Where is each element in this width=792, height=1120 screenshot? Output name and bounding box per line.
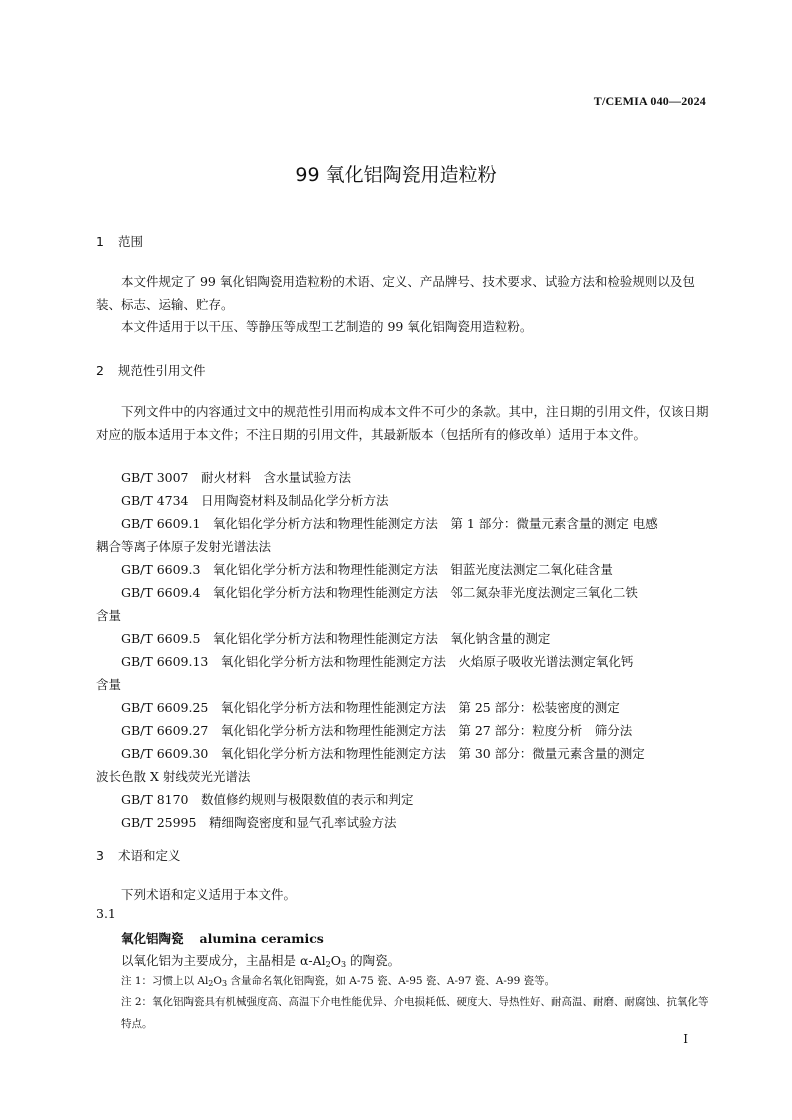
section-2-intro: 下列文件中的内容通过文中的规范性引用而构成本文件不可少的条款。其中，注日期的引用文件，仅该日期对应的版本适用于本文件；不注日期的引用文件，其最新版本（包括所有的修改单）适用于本文件。 — [96, 404, 709, 442]
section-number: 3 — [96, 848, 104, 863]
reference-item: GB/T 6609.5 氧化铝化学分析方法和物理性能测定方法 氧化钠含量的测定 — [121, 631, 551, 646]
document-title: 99 氧化铝陶瓷用造粒粉 — [295, 164, 497, 186]
document-code: T/CEMIA 040—2024 — [593, 94, 706, 108]
reference-item: GB/T 6609.27 氧化铝化学分析方法和物理性能测定方法 第 27 部分：粒度分析 筛分法 — [121, 723, 633, 738]
section-1-heading — [96, 232, 143, 250]
section-1-paragraph-2: 本文件适用于以干压、等静压等成型工艺制造的 99 氧化铝陶瓷用造粒粉。 — [121, 319, 533, 334]
section-title: 范围 — [118, 234, 144, 249]
reference-item: GB/T 6609.3 氧化铝化学分析方法和物理性能测定方法 钼蓝光度法测定二氧化硅含量 — [121, 562, 613, 577]
term-english: alumina ceramics — [199, 931, 324, 946]
reference-item: GB/T 3007 耐火材料 含水量试验方法 — [121, 470, 352, 485]
section-2-heading — [96, 361, 206, 379]
reference-item: GB/T 6609.30 氧化铝化学分析方法和物理性能测定方法 第 30 部分：微量元素含量的测定 — [121, 746, 645, 761]
term-heading — [121, 929, 324, 947]
reference-item: GB/T 25995 精细陶瓷密度和显气孔率试验方法 — [121, 815, 397, 830]
section-3-intro: 下列术语和定义适用于本文件。 — [121, 887, 297, 902]
reference-item: GB/T 6609.4 氧化铝化学分析方法和物理性能测定方法 邻二氮杂菲光度法测定三氧化二铁 — [121, 585, 638, 600]
reference-item-continuation: 含量 — [96, 608, 122, 623]
reference-item: GB/T 6609.1 氧化铝化学分析方法和物理性能测定方法 第 1 部分：微量元素含量的测定 电感 — [121, 516, 658, 531]
section-title: 术语和定义 — [118, 848, 181, 863]
section-title: 规范性引用文件 — [118, 363, 206, 378]
term-definition: 以氧化铝为主要成分，主晶相是 $\alpha-Al_2O_3$ 的陶瓷。 — [121, 953, 401, 969]
note-2: 注 2：氧化铝陶瓷具有机械强度高、高温下介电性能优异、介电损耗低、硬度大、导热性好、耐高温、耐磨、耐腐蚀、抗氧化等特点。 — [121, 996, 709, 1030]
term-chinese: 氧化铝陶瓷 — [121, 931, 184, 946]
section-number: 1 — [96, 234, 104, 249]
note-1: 注 1：习惯上以 $Al_2O_3$ 含量命名氧化铝陶瓷，如 A-75 瓷、A-95 瓷、A-97 瓷、A-99 瓷等。 — [121, 975, 556, 988]
reference-item: GB/T 6609.13 氧化铝化学分析方法和物理性能测定方法 火焰原子吸收光谱法测定氧化钙 — [121, 654, 634, 669]
term-number: 3.1 — [96, 906, 116, 921]
section-3-heading — [96, 846, 181, 864]
reference-item: GB/T 4734 日用陶瓷材料及制品化学分析方法 — [121, 493, 389, 508]
section-1-paragraph-1: 本文件规定了 99 氧化铝陶瓷用造粒粉的术语、定义、产品牌号、技术要求、试验方法和检验规则以及包装、标志、运输、贮存。 — [96, 274, 695, 312]
reference-item-continuation: 耦合等离子体原子发射光谱法法 — [96, 539, 272, 554]
page-number: I — [683, 1032, 688, 1046]
reference-item-continuation: 波长色散 X 射线荧光光谱法 — [96, 769, 251, 784]
reference-item-continuation: 含量 — [96, 677, 122, 692]
section-number: 2 — [96, 363, 104, 378]
reference-item: GB/T 8170 数值修约规则与极限数值的表示和判定 — [121, 792, 414, 807]
reference-item: GB/T 6609.25 氧化铝化学分析方法和物理性能测定方法 第 25 部分：松装密度的测定 — [121, 700, 620, 715]
